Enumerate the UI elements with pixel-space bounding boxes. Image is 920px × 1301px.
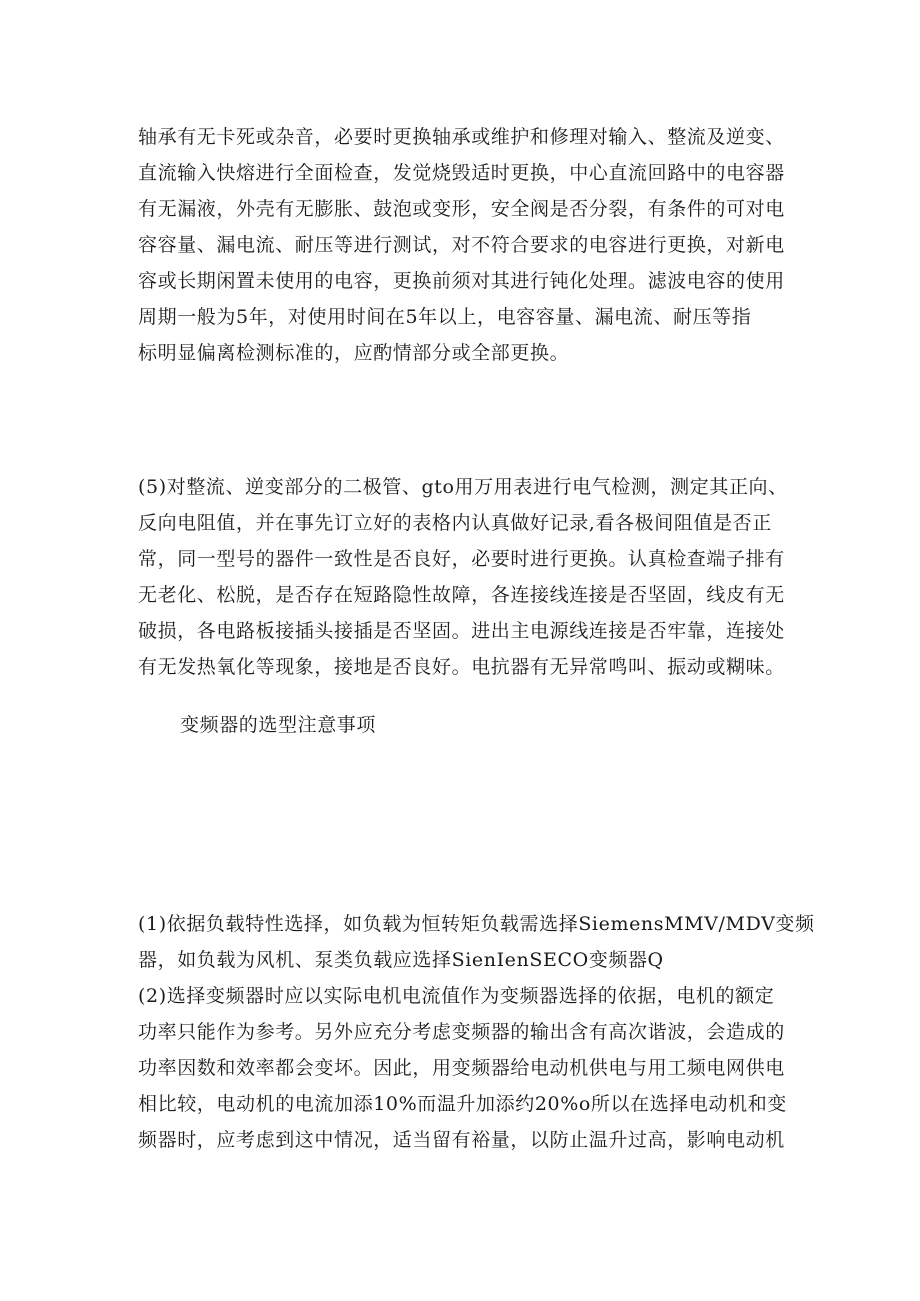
paragraph-line: 相比较，电动机的电流加添10%而温升加添约20%o所以在选择电动机和变 — [138, 1093, 787, 1115]
paragraph-line: 破损，各电路板接插头接插是否坚固。进出主电源线连接是否牢靠，连接处 — [138, 620, 785, 642]
paragraph-line: 器，如负载为风机、泵类负载应选择SienIenSECO变频器Q — [138, 949, 664, 971]
paragraph-line: 容或长期闲置未使用的电容，更换前须对其进行钝化处理。滤波电容的使用 — [138, 270, 785, 292]
paragraph-line: 有无漏液，外壳有无膨胀、鼓泡或变形，安全阀是否分裂，有条件的可对电 — [138, 198, 785, 220]
paragraph-line: 直流输入快熔进行全面检查，发觉烧毁适时更换，中心直流回路中的电容器 — [138, 162, 785, 184]
paragraph-line: 标明显偏离检测标准的，应酌情部分或全部更换。 — [138, 342, 570, 364]
paragraph-line: 频器时，应考虑到这中情况，适当留有裕量，以防止温升过高，影响电动机 — [138, 1129, 785, 1151]
paragraph-line: 无老化、松脱，是否存在短路隐性故障，各连接线连接是否坚固，线皮有无 — [138, 584, 785, 606]
paragraph-line: (5)对整流、逆变部分的二极管、gto用万用表进行电气检测，测定其正向、 — [138, 476, 788, 498]
paragraph-line: 功率因数和效率都会变坏。因此，用变频器给电动机供电与用工频电网供电 — [138, 1057, 785, 1079]
paragraph-line: 轴承有无卡死或杂音，必要时更换轴承或维护和修理对输入、整流及逆变、 — [138, 126, 785, 148]
paragraph-line: 周期一般为5年，对使用时间在5年以上，电容容量、漏电流、耐压等指 — [138, 306, 752, 328]
section-heading: 变频器的选型注意事项 — [180, 714, 377, 736]
paragraph-line: 容容量、漏电流、耐压等进行测试，对不符合要求的电容进行更换，对新电 — [138, 234, 785, 256]
paragraph-line: 反向电阻值，并在事先订立好的表格内认真做好记录,看各极间阻值是否正 — [138, 512, 772, 534]
paragraph-line: (1)依据负载特性选择，如负载为恒转矩负载需选择SiemensMMV/MDV变频 — [138, 913, 815, 935]
paragraph-line: 常，同一型号的器件一致性是否良好，必要时进行更换。认真检查端子排有 — [138, 548, 785, 570]
paragraph-line: 功率只能作为参考。另外应充分考虑变频器的输出含有高次谐波，会造成的 — [138, 1021, 785, 1043]
paragraph-line: 有无发热氧化等现象，接地是否良好。电抗器有无异常鸣叫、振动或糊味。 — [138, 656, 785, 678]
paragraph-line: (2)选择变频器时应以实际电机电流值作为变频器选择的依据，电机的额定 — [138, 985, 775, 1007]
